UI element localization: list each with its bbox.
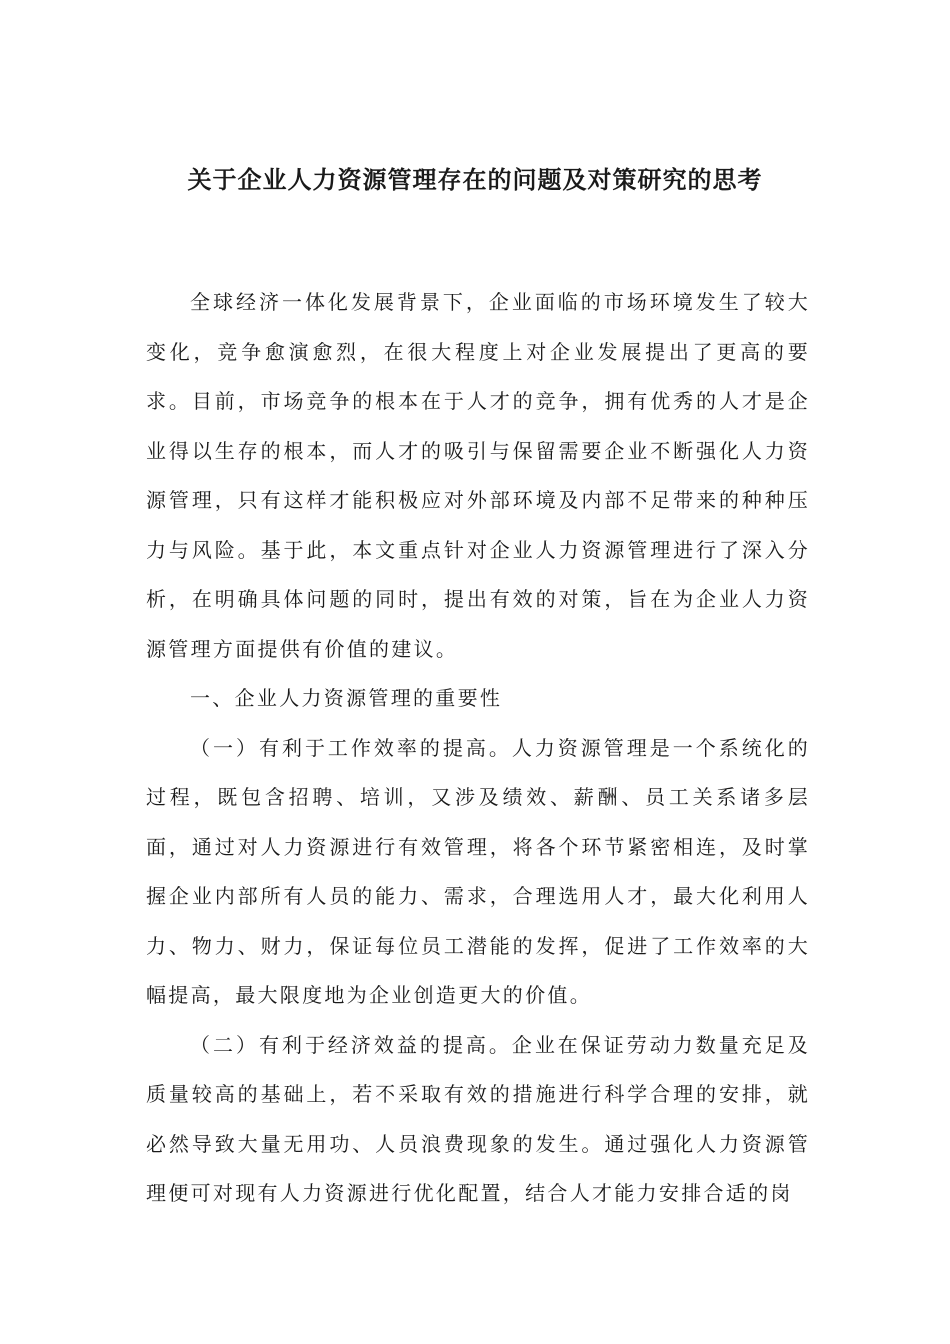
subsection-paragraph-2: （二）有利于经济效益的提高。企业在保证劳动力数量充足及质量较高的基础上，若不采取有效的措施进行科学合理的安排，就必然导致大量无用功、人员浪费现象的发生。通过强化人力资源管理便可对现有人力资源进行优化配置，结合人才能力安排合适的岗 [146, 1032, 810, 1205]
subsection-paragraph-1: （一）有利于工作效率的提高。人力资源管理是一个系统化的过程，既包含招聘、培训，又涉及绩效、薪酬、员工关系诸多层面，通过对人力资源进行有效管理，将各个环节紧密相连，及时掌握企业内部所有人员的能力、需求，合理选用人才，最大化利用人力、物力、财力，保证每位员工潜能的发挥，促进了工作效率的大幅提高，最大限度地为企业创造更大的价值。 [146, 735, 810, 1007]
document-title: 关于企业人力资源管理存在的问题及对策研究的思考 [187, 165, 763, 194]
section-heading-1: 一、企业人力资源管理的重要性 [190, 686, 503, 710]
document-body [146, 278, 810, 1219]
intro-paragraph: 全球经济一体化发展背景下，企业面临的市场环境发生了较大变化，竞争愈演愈烈，在很大程度上对企业发展提出了更高的要求。目前，市场竞争的根本在于人才的竞争，拥有优秀的人才是企业得以生存的根本，而人才的吸引与保留需要企业不断强化人力资源管理，只有这样才能积极应对外部环境及内部不足带来的种种压力与风险。基于此，本文重点针对企业人力资源管理进行了深入分析，在明确具体问题的同时，提出有效的对策，旨在为企业人力资源管理方面提供有价值的建议。 [146, 290, 810, 661]
